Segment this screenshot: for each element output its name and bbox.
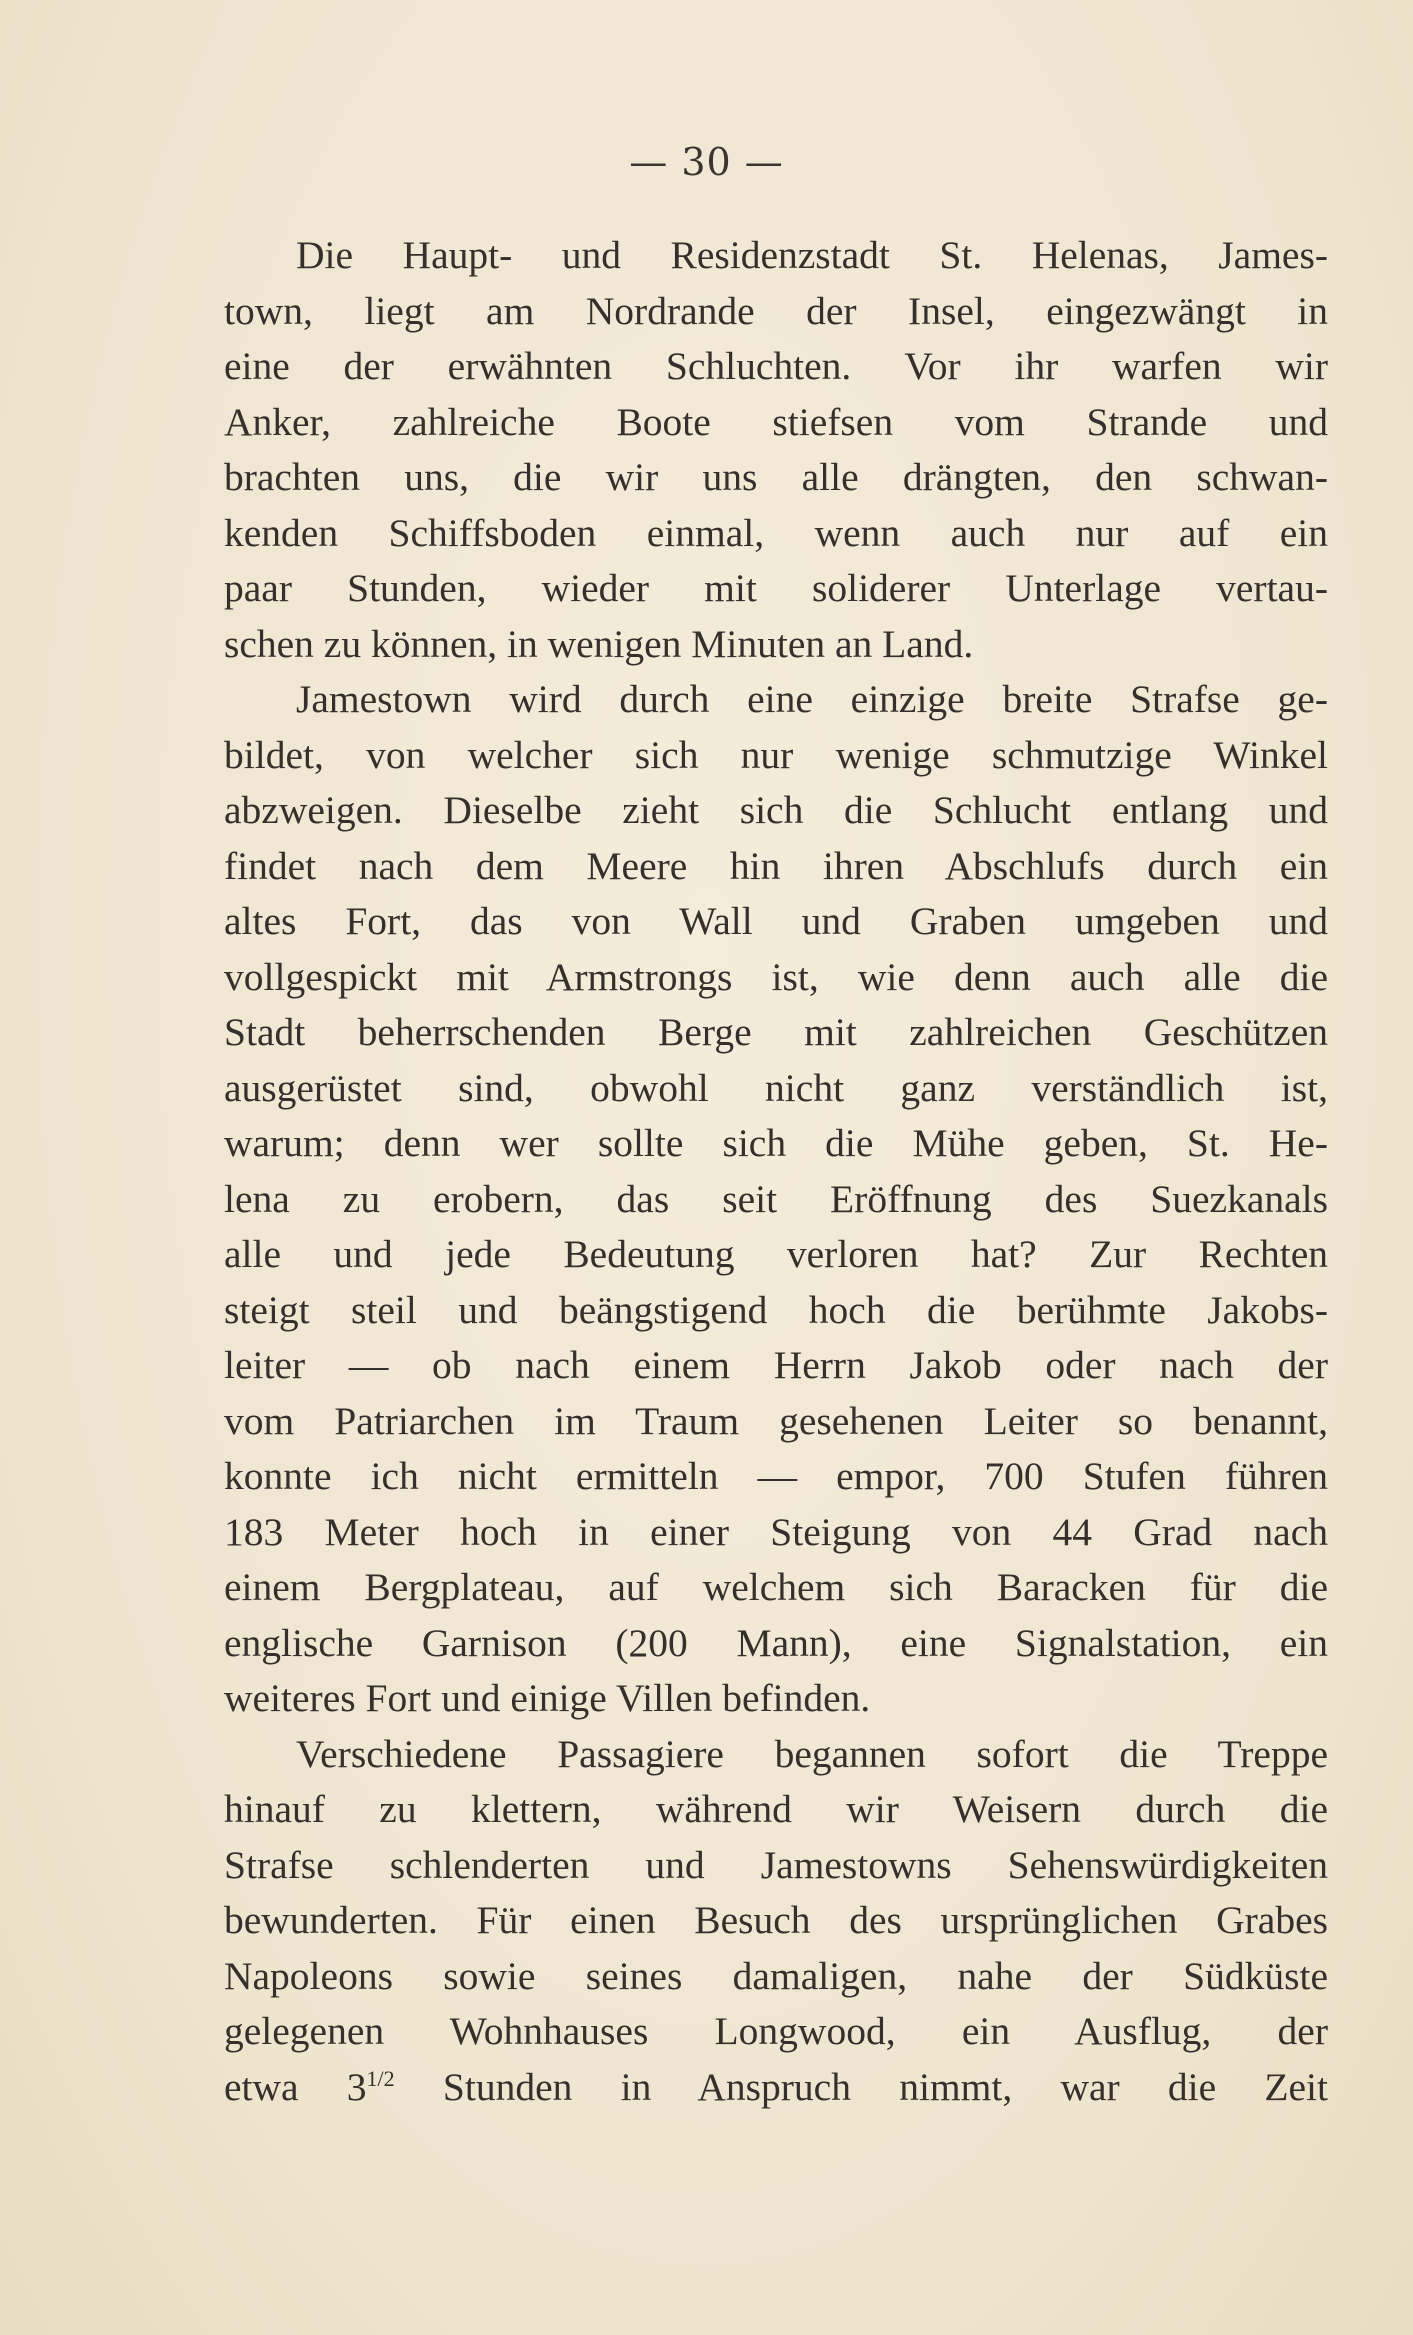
text-line: Strafse schlenderten und Jamestowns Sehenswürdigkeiten [224,1842,1328,1887]
text-line: englische Garnison (200 Mann), eine Signalstation, ein [224,1620,1328,1665]
text-line: vom Patriarchen im Traum gesehenen Leiter so benannt, [224,1398,1328,1443]
final-line-start: etwa 3 [224,2064,367,2109]
final-line-end: Stunden in Anspruch nimmt, war die Zeit [394,2064,1328,2109]
fraction: 1/2 [366,2065,395,2091]
text-line: einem Bergplateau, auf welchem sich Baracken für die [224,1565,1328,1609]
text-line: 183 Meter hoch in einer Steigung von 44 Grad nach [224,1509,1328,1554]
text-line-final [224,2060,1328,2116]
text-line: brachten uns, die wir uns alle drängten, den schwan- [224,455,1328,499]
text-line: ausgerüstet sind, obwohl nicht ganz verständlich ist, [224,1065,1328,1110]
page-number: — 30 — [629,140,784,184]
text-line: leiter — ob nach einem Herrn Jakob oder nach der [224,1343,1328,1387]
text-line: weiteres Fort und einige Villen befinden. [224,1676,871,1720]
text-line: warum; denn wer sollte sich die Mühe geben, St. He- [224,1121,1328,1165]
text-line: town, liegt am Nordrande der Insel, eingezwängt in [224,288,1328,333]
text-line: Anker, zahlreiche Boote stiefsen vom Strande und [224,399,1328,444]
text-line: Napoleons sowie seines damaligen, nahe der Südküste [224,1953,1328,1998]
text-line: Jamestown wird durch eine einzige breite Strafse ge- [296,677,1328,721]
text-line: bildet, von welcher sich nur wenige schmutzige Winkel [224,732,1328,777]
text-line: altes Fort, das von Wall und Graben umgeben und [224,899,1328,943]
text-line: schen zu können, in wenigen Minuten an Land. [224,621,974,666]
text-line: alle und jede Bedeutung verloren hat? Zur Rechten [224,1232,1328,1276]
body-text [224,228,1328,2115]
text-line: gelegenen Wohnhauses Longwood, ein Ausflug, der [224,2009,1328,2053]
text-line: vollgespickt mit Armstrongs ist, wie denn auch alle die [224,954,1328,999]
text-line: lena zu erobern, das seit Eröffnung des Suezkanals [224,1176,1328,1221]
text-line: Stadt beherrschenden Berge mit zahlreichen Geschützen [224,1010,1328,1054]
text-line: eine der erwähnten Schluchten. Vor ihr warfen wir [224,344,1328,388]
text-line: Die Haupt- und Residenzstadt St. Helenas, James- [296,233,1328,277]
text-line: findet nach dem Meere hin ihren Abschlufs durch ein [224,843,1328,888]
text-line: paar Stunden, wieder mit soliderer Unterlage vertau- [224,566,1328,610]
text-line: kenden Schiffsboden einmal, wenn auch nur auf ein [224,510,1328,555]
text-line: konnte ich nicht ermitteln — empor, 700 Stufen führen [224,1454,1328,1498]
text-line: abzweigen. Dieselbe zieht sich die Schlucht entlang und [224,788,1328,832]
text-line: bewunderten. Für einen Besuch des ursprünglichen Grabes [224,1898,1328,1942]
text-line: steigt steil und beängstigend hoch die berühmte Jakobs- [224,1287,1328,1332]
text-line: hinauf zu klettern, während wir Weisern durch die [224,1787,1328,1831]
text-line: Verschiedene Passagiere begannen sofort die Treppe [296,1731,1328,1776]
